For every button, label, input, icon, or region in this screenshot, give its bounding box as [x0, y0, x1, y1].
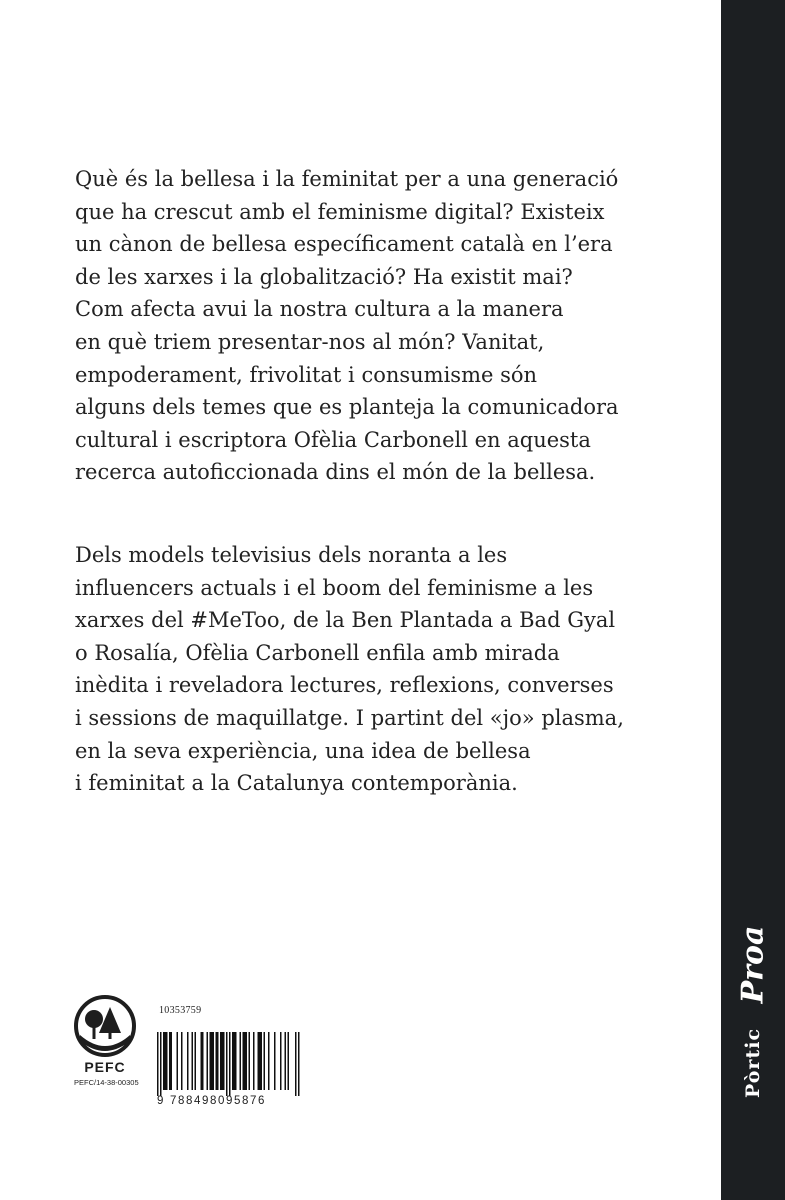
barcode-bar: [261, 1032, 263, 1090]
text-line: Dels models televisius dels noranta a les: [75, 542, 508, 567]
text-line: empoderament, frivolitat i consumisme són: [75, 362, 538, 387]
barcode-bar: [165, 1032, 167, 1090]
publisher-name: Proa: [735, 925, 771, 1004]
barcode-bar: [274, 1032, 276, 1090]
barcode-bar: [195, 1032, 197, 1090]
barcode-lead-digit: 9: [157, 1095, 165, 1107]
barcode-bar: [223, 1032, 225, 1090]
pefc-trees-icon: [74, 995, 136, 1057]
text-line: inèdita i reveladora lectures, reflexions, converses: [75, 673, 614, 698]
text-line: Què és la bellesa i la feminitat per a una generació: [75, 167, 619, 191]
description-paragraph-2: [75, 539, 624, 800]
barcode-bar: [220, 1032, 222, 1090]
barcode-digits-row: [157, 1095, 266, 1107]
barcode-bar: [280, 1032, 282, 1090]
barcode-bar: [210, 1032, 212, 1090]
pefc-code: PEFC/14-38-00305: [74, 1078, 139, 1087]
barcode-bar: [181, 1032, 183, 1090]
barcode-bar: [187, 1032, 189, 1090]
barcode-bar: [202, 1032, 204, 1090]
barcode-bar: [192, 1032, 194, 1090]
barcode-bar: [216, 1032, 218, 1090]
barcode-bar: [222, 1032, 224, 1090]
barcode-bar: [249, 1032, 251, 1090]
pefc-certification-logo: [74, 995, 144, 1087]
text-line: un cànon de bellesa específicament català en l’era: [75, 232, 613, 257]
barcode-bar: [166, 1032, 168, 1090]
barcode-reference-number: 10353759: [159, 1005, 202, 1016]
barcode-bar: [259, 1032, 261, 1090]
pefc-label: PEFC: [84, 1059, 126, 1075]
barcode-bar: [295, 1032, 297, 1096]
text-line: en què triem presentar-nos al món? Vanitat,: [75, 329, 545, 354]
barcode-bar: [244, 1032, 246, 1090]
barcode-bar: [157, 1032, 159, 1096]
description-paragraph-1: [75, 163, 619, 489]
back-cover-description: [75, 163, 624, 850]
text-line: i sessions de maquillatge. I partint del «jo» plasma,: [75, 705, 624, 730]
barcode-bar: [217, 1032, 219, 1090]
barcode-bar: [177, 1032, 179, 1090]
barcode-bar: [240, 1032, 242, 1090]
barcode-bar: [213, 1032, 215, 1090]
barcode-bar: [264, 1032, 266, 1090]
barcode-bar: [160, 1032, 162, 1096]
text-line: que ha crescut amb el feminisme digital? Existeix: [75, 199, 605, 224]
text-line: en la seva experiència, una idea de bellesa: [75, 738, 531, 763]
barcode-bar: [253, 1032, 255, 1090]
text-line: influencers actuals i el boom del feminisme a les: [75, 575, 594, 600]
barcode-bar: [163, 1032, 165, 1090]
barcode-bar: [171, 1032, 173, 1090]
text-line: cultural i escriptora Ofèlia Carbonell en aquesta: [75, 427, 591, 452]
text-line: o Rosalía, Ofèlia Carbonell enfila amb mirada: [75, 640, 560, 665]
text-line: Com afecta avui la nostra cultura a la manera: [75, 297, 564, 322]
barcode-bar: [201, 1032, 203, 1090]
text-line: alguns dels temes que es planteja la comunicadora: [75, 395, 619, 420]
collection-label: [727, 1010, 779, 1122]
barcode-bar: [285, 1032, 287, 1090]
barcode-bar: [232, 1032, 234, 1090]
barcode-bar: [226, 1032, 228, 1096]
text-line: recerca autoficcionada dins el món de la bellesa.: [75, 460, 596, 485]
barcode-bar: [298, 1032, 300, 1096]
barcode-bar: [229, 1032, 231, 1096]
barcode-bar: [288, 1032, 290, 1090]
barcode-bar: [235, 1032, 237, 1090]
barcode-bar: [258, 1032, 260, 1090]
barcode-bar: [246, 1032, 248, 1090]
barcode-bars: [157, 1032, 307, 1098]
publisher-logo: [727, 925, 779, 1005]
barcode-bar: [243, 1032, 245, 1090]
barcode-digits: 788498095876: [170, 1095, 266, 1107]
collection-name: Pòrtic: [742, 1027, 764, 1099]
barcode-bar: [169, 1032, 171, 1090]
barcode-bar: [234, 1032, 236, 1090]
barcode-bar: [211, 1032, 213, 1090]
barcode-bar: [268, 1032, 270, 1090]
text-line: de les xarxes i la globalització? Ha existit mai?: [75, 264, 573, 289]
text-line: i feminitat a la Catalunya contemporània.: [75, 771, 518, 796]
barcode-bar: [207, 1032, 209, 1090]
text-line: xarxes del #MeToo, de la Ben Plantada a Bad Gyal: [75, 608, 616, 633]
